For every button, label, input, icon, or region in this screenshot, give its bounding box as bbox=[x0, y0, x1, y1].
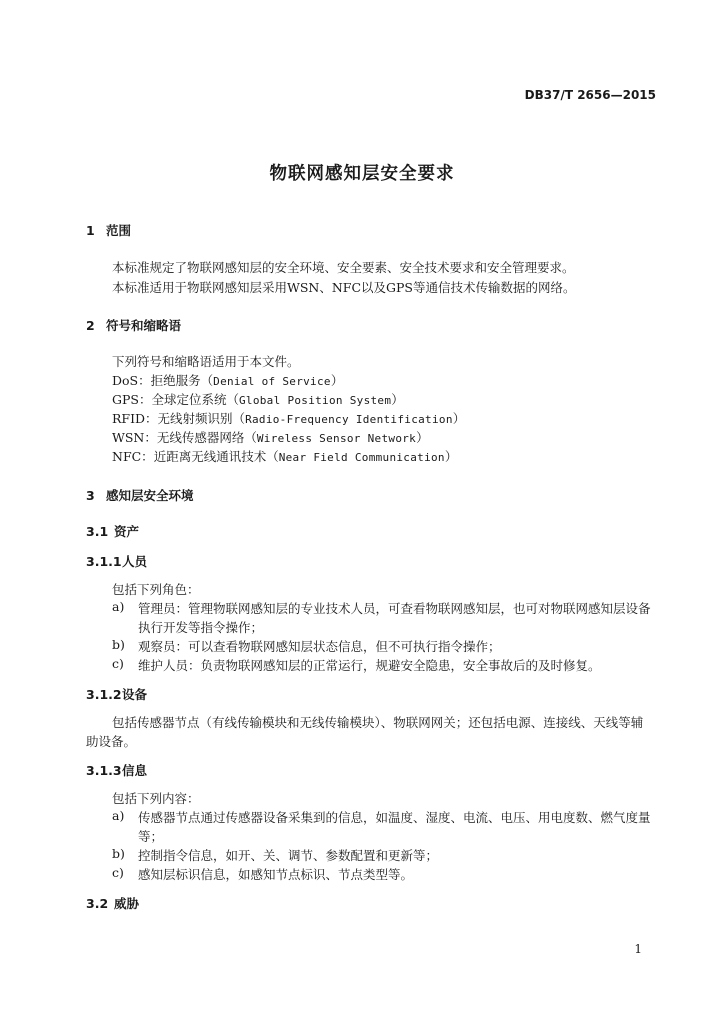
paragraph: 包括传感器节点（有线传输模块和无线传输模块）、物联网网关；还包括电源、连接线、天线等辅 bbox=[112, 715, 644, 730]
list-item: 管理员：管理物联网感知层的专业技术人员，可查看物联网感知层，也可对物联网感知层设备 bbox=[138, 601, 651, 616]
section-number: 3.1.1 bbox=[86, 554, 122, 569]
list-item: 感知层标识信息，如感知节点标识、节点类型等。 bbox=[138, 867, 414, 882]
paragraph: 本标准适用于物联网感知层采用WSN、NFC以及GPS等通信技术传输数据的网络。 bbox=[112, 280, 576, 295]
section-3-1-2-heading bbox=[86, 685, 147, 703]
paragraph: 包括下列内容： bbox=[112, 791, 200, 806]
abbreviation-en: Global Position System bbox=[238, 394, 392, 407]
abbreviation-item bbox=[112, 371, 343, 389]
section-number: 3.1 bbox=[86, 524, 109, 539]
section-3-1-heading bbox=[86, 522, 139, 540]
section-title: 范围 bbox=[106, 223, 132, 238]
list-marker: b) bbox=[112, 637, 125, 652]
list-marker: b) bbox=[112, 846, 125, 861]
abbreviation-en: Radio-Frequency Identification bbox=[245, 413, 453, 426]
abbreviation: DoS： bbox=[112, 373, 151, 388]
abbreviation: GPS： bbox=[112, 392, 152, 407]
section-title: 符号和缩略语 bbox=[106, 318, 182, 333]
paragraph: 下列符号和缩略语适用于本文件。 bbox=[112, 354, 300, 369]
list-item-continuation: 等； bbox=[138, 829, 164, 844]
paren-close: ） bbox=[416, 430, 429, 445]
section-3-1-3-heading bbox=[86, 761, 147, 779]
list-marker: a) bbox=[112, 599, 125, 614]
abbreviation: RFID： bbox=[112, 411, 158, 426]
section-3-1-1-heading bbox=[86, 552, 147, 570]
section-1-heading bbox=[86, 221, 131, 239]
section-number: 2 bbox=[86, 318, 95, 333]
paren-close: ） bbox=[330, 373, 344, 388]
page-number: 1 bbox=[634, 942, 642, 956]
section-title: 威胁 bbox=[114, 896, 140, 911]
list-item: 观察员：可以查看物联网感知层状态信息，但不可执行指令操作； bbox=[138, 639, 501, 654]
section-number: 3.1.2 bbox=[86, 687, 122, 702]
section-2-heading bbox=[86, 316, 181, 334]
paragraph: 包括下列角色： bbox=[112, 582, 200, 597]
abbreviation-cn: 无线射频识别（ bbox=[157, 411, 246, 426]
abbreviation-item bbox=[112, 447, 457, 465]
list-item-continuation: 执行开发等指令操作； bbox=[138, 620, 264, 635]
abbreviation-en: Wireless Sensor Network bbox=[256, 432, 417, 445]
section-title: 人员 bbox=[122, 554, 148, 569]
abbreviation-cn: 近距离无线通讯技术（ bbox=[153, 449, 279, 464]
list-marker: c) bbox=[112, 865, 124, 880]
abbreviation: NFC： bbox=[112, 449, 154, 464]
abbreviation-cn: 全球定位系统（ bbox=[151, 392, 239, 407]
section-number: 3.2 bbox=[86, 896, 109, 911]
section-number: 3 bbox=[86, 488, 95, 503]
page-title: 物联网感知层安全要求 bbox=[269, 164, 455, 184]
list-item: 传感器节点通过传感器设备采集到的信息，如温度、湿度、电流、电压、用电度数、燃气度量 bbox=[138, 810, 651, 825]
abbreviation-cn: 无线传感器网络（ bbox=[156, 430, 257, 445]
section-number: 3.1.3 bbox=[86, 763, 122, 778]
list-item: 维护人员：负责物联网感知层的正常运行，规避安全隐患，安全事故后的及时修复。 bbox=[138, 658, 601, 673]
paragraph: 本标准规定了物联网感知层的安全环境、安全要素、安全技术要求和安全管理要求。 bbox=[112, 260, 575, 275]
standard-number: DB37/T 2656—2015 bbox=[524, 88, 656, 102]
section-title: 设备 bbox=[122, 687, 148, 702]
section-3-heading bbox=[86, 486, 194, 504]
section-number: 1 bbox=[86, 223, 95, 238]
section-title: 资产 bbox=[114, 524, 140, 539]
abbreviation-en: Near Field Communication bbox=[278, 451, 445, 464]
section-3-2-heading bbox=[86, 894, 139, 912]
abbreviation: WSN： bbox=[112, 430, 157, 445]
abbreviation-item bbox=[112, 409, 465, 427]
paragraph-continuation: 助设备。 bbox=[86, 734, 137, 749]
list-marker: c) bbox=[112, 656, 124, 671]
abbreviation-cn: 拒绝服务（ bbox=[150, 373, 214, 388]
paren-close: ） bbox=[452, 411, 466, 426]
list-marker: a) bbox=[112, 808, 125, 823]
list-item: 控制指令信息，如开、关、调节、参数配置和更新等； bbox=[138, 848, 439, 863]
abbreviation-item bbox=[112, 428, 429, 446]
abbreviation-item bbox=[112, 390, 404, 408]
section-title: 信息 bbox=[122, 763, 148, 778]
paren-close: ） bbox=[444, 449, 458, 464]
paren-close: ） bbox=[391, 392, 404, 407]
abbreviation-en: Denial of Service bbox=[213, 375, 331, 388]
section-title: 感知层安全环境 bbox=[106, 488, 194, 503]
